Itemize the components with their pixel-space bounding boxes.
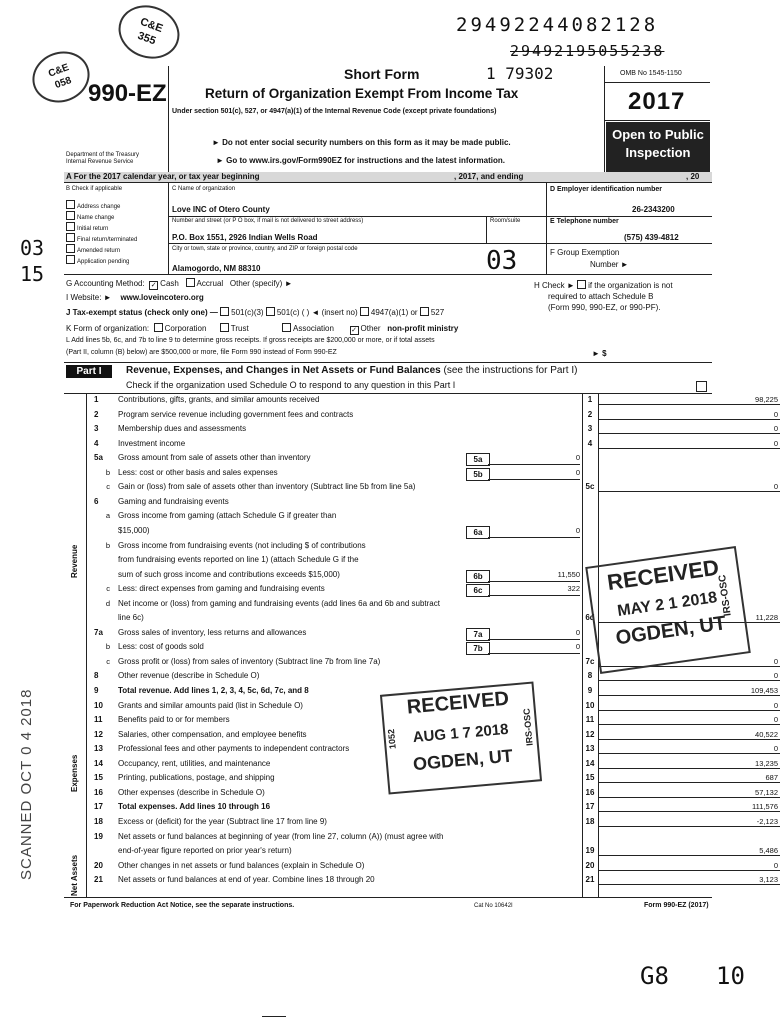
website-label: I Website: ► (66, 293, 112, 302)
sub-line-box: 6a (466, 526, 490, 539)
line-i (66, 293, 204, 302)
line-number: 17 (94, 802, 103, 812)
org-name: Love INC of Otero County (172, 205, 270, 214)
line-number: 3 (94, 424, 99, 434)
line-box-number: 10 (585, 700, 595, 710)
corporation-label: Corporation (164, 324, 207, 333)
b-checkbox[interactable] (66, 222, 75, 231)
line-description: $15,000) (118, 525, 150, 535)
b-checkbox[interactable] (66, 200, 75, 209)
schedule-o-checkbox[interactable] (696, 381, 707, 392)
b-check-item (66, 255, 166, 266)
line-description: Salaries, other compensation, and employee benefits (118, 729, 307, 739)
ein-value: 26-2343200 (632, 205, 675, 214)
line-number: 21 (94, 875, 103, 885)
part1-check-text: Check if the organization used Schedule O to respond to any question in this Part I (126, 380, 456, 390)
dept-treasury: Department of the Treasury (66, 152, 140, 158)
line-description: Grants and similar amounts paid (list in Schedule O) (118, 700, 303, 710)
goto-instructions: ► Go to www.irs.gov/Form990EZ for instructions and the latest information. (216, 156, 505, 165)
line-box-number: 3 (587, 424, 593, 434)
line-amount[interactable]: 11,228 (598, 613, 780, 623)
received-stamp-aug-date: AUG 1 7 2018 (412, 720, 510, 747)
handwritten-number: 1 79302 (486, 64, 554, 83)
part1-line-row (70, 860, 778, 873)
received-stamp-may (585, 546, 751, 674)
line-description: Excess or (deficit) for the year (Subtract line 17 from line 9) (118, 816, 327, 826)
trust-label: Trust (230, 324, 249, 333)
line-h-label: H Check ► (534, 281, 575, 290)
sub-line-box: 5a (466, 453, 490, 466)
line-number: 12 (94, 729, 103, 739)
line-number: 5a (94, 453, 103, 463)
tax-year: 2017 (628, 88, 686, 115)
line-amount[interactable]: 0 (598, 744, 780, 754)
line-l-arrow: ► $ (592, 349, 607, 358)
line-description: Occupancy, rent, utilities, and maintenance (118, 758, 271, 768)
line-description: Gross income from gaming (attach Schedule G if greater than (118, 511, 337, 521)
line-amount[interactable]: 5,486 (598, 846, 780, 856)
line-description: Contributions, gifts, grants, and similar amounts received (118, 395, 320, 404)
sub-line-amount[interactable]: 0 (488, 453, 580, 465)
expenses-section-label: Expenses (70, 754, 79, 792)
city-label: City or town, state or province, country, and ZIP or foreign postal code (172, 246, 358, 252)
bottom-dash (262, 1016, 286, 1017)
sub-line-box: 5b (466, 468, 490, 481)
part1-title-tail: (see the instructions for Part I) (443, 365, 578, 376)
line-k (66, 323, 458, 335)
line-box-number: 18 (585, 816, 595, 826)
received-stamp-aug-title: RECEIVED (406, 687, 510, 719)
b-check-item (66, 233, 166, 244)
line-number: 6 (94, 496, 99, 506)
line-number: 14 (94, 758, 103, 768)
other-method-label: Other (specify) ► (229, 279, 293, 288)
line-number: 11 (94, 715, 103, 725)
association-checkbox[interactable] (282, 323, 291, 332)
line-number: 13 (94, 744, 103, 754)
part1-line-row (70, 816, 778, 829)
line-amount[interactable]: 0 (598, 671, 780, 681)
handwritten-margin-15: 15 (20, 262, 45, 286)
handwritten-03-center: 03 (486, 246, 518, 276)
b-checkbox[interactable] (66, 255, 75, 264)
footer-paperwork: For Paperwork Reduction Act Notice, see the separate instructions. (70, 902, 295, 909)
b-check-item (66, 200, 166, 211)
line-box-number: 6d (585, 613, 595, 623)
part1-line-row (70, 453, 710, 465)
form-subtitle: Under section 501(c), 527, or 4947(a)(1) of the Internal Revenue Code (except private foundations) (172, 108, 497, 115)
inspection-label: Inspection (625, 145, 691, 160)
line-amount[interactable]: 0 (598, 861, 780, 871)
corner-stamp-2: C&E 058 (25, 44, 97, 111)
dln-struck-number: 29492195055238 (510, 42, 665, 60)
line-amount[interactable]: 0 (598, 410, 780, 420)
line-number: 18 (94, 816, 103, 826)
line-amount[interactable]: 0 (598, 439, 780, 449)
line-description: Net assets or fund balances at beginning of year (from line 27, column (A)) (must agree with (118, 831, 444, 841)
line-h-text2: if the organization is not (588, 281, 673, 290)
b-check-item (66, 211, 166, 222)
corner-stamp: C&E 355 (111, 0, 187, 67)
line-description: Gain or (loss) from sale of assets other than inventory (Subtract line 5b from line 5a) (118, 482, 416, 492)
line-description: Less: direct expenses from gaming and fundraising events (118, 584, 325, 594)
line-amount[interactable]: 98,225 (598, 395, 780, 405)
revenue-section-label: Revenue (70, 544, 79, 578)
line-number: 15 (94, 773, 103, 783)
line-e-label: E Telephone number (550, 218, 619, 225)
line-description: Benefits paid to or for members (118, 715, 230, 725)
line-j-label: J Tax-exempt status (check only one) — (66, 308, 218, 317)
other-org-label: Other (360, 324, 381, 333)
part1-line-row (70, 511, 710, 523)
line-g-label: G Accounting Method: (66, 279, 145, 288)
received-stamp-may-city: OGDEN, UT (614, 612, 728, 650)
status-527-label: 527 (430, 308, 445, 317)
line-a-label: A For the 2017 calendar year, or tax year beginning (66, 172, 260, 181)
received-stamp-aug (380, 681, 542, 794)
line-number: 20 (94, 860, 103, 870)
line-number: a (105, 511, 110, 521)
part1-line-row (70, 526, 710, 538)
website-value: www.loveincotero.org (120, 293, 204, 302)
line-amount[interactable]: 687 (598, 773, 780, 783)
part1-line-row (70, 468, 710, 480)
line-description: Total revenue. Add lines 1, 2, 3, 4, 5c, 6d, 7c, and 8 (118, 686, 309, 695)
line-description: line 6c) (118, 613, 144, 623)
received-stamp-aug-code: 1052 (385, 728, 398, 750)
line-number: 16 (94, 787, 103, 797)
received-stamp-may-title: RECEIVED (605, 554, 721, 596)
sub-line-amount[interactable]: 322 (488, 584, 580, 596)
line-number: d (105, 598, 110, 608)
line-box-number: 16 (585, 787, 595, 797)
other-org-checkbox[interactable]: ✓ (351, 327, 357, 334)
part1-line-row (70, 395, 778, 407)
line-amount[interactable]: 111,576 (598, 802, 780, 812)
line-description: Investment income (118, 438, 186, 448)
b-checkbox[interactable] (66, 233, 75, 242)
part1-line-row (70, 482, 778, 494)
line-description: Program service revenue including government fees and contracts (118, 409, 354, 419)
line-number: 10 (94, 700, 103, 710)
line-number: c (106, 482, 110, 492)
line-number: 9 (94, 686, 99, 695)
cash-label: Cash (160, 279, 179, 288)
line-description: Gross income from fundraising events (not including $ of contributions (118, 540, 366, 550)
part1-line-row (70, 497, 710, 509)
line-box-number: 21 (585, 875, 595, 885)
line-amount[interactable]: 0 (598, 482, 780, 492)
street-address: P.O. Box 1551, 2926 Indian Wells Road (172, 233, 318, 242)
line-h-text4: (Form 990, 990-EZ, or 990-PF). (548, 303, 661, 312)
line-b-label: B Check if applicable (66, 186, 123, 192)
sub-line-amount[interactable]: 11,550 (488, 570, 580, 582)
part1-line-row (70, 409, 778, 422)
sub-line-box: 7a (466, 628, 490, 641)
status-527-checkbox[interactable] (420, 307, 429, 316)
accrual-checkbox[interactable] (186, 278, 195, 287)
omb-number: OMB No 1545-1150 (620, 70, 682, 77)
line-number: 8 (94, 671, 99, 681)
line-number: 1 (94, 395, 99, 404)
part1-title (126, 365, 577, 376)
part1-line-row (70, 671, 778, 683)
short-form-label: Short Form (344, 66, 420, 82)
status-4947-checkbox[interactable] (360, 307, 369, 316)
line-amount[interactable]: 0 (598, 701, 780, 711)
b-check-label: Address change (77, 204, 121, 210)
part1-line-row (70, 832, 710, 844)
line-box-number: 7c (585, 656, 595, 666)
line-description: Total expenses. Add lines 10 through 16 (118, 802, 271, 812)
line-box-number: 8 (587, 671, 593, 681)
line-box-number: 11 (585, 715, 595, 725)
footer-cat: Cat No 10642I (474, 903, 513, 909)
line-box-number: 9 (587, 686, 593, 695)
line-a-mid: , 2017, and ending (454, 172, 524, 181)
line-description: sum of such gross income and contributions exceeds $15,000) (118, 569, 340, 579)
received-stamp-aug-city: OGDEN, UT (412, 745, 514, 775)
b-check-item (66, 244, 166, 255)
line-description: Other changes in net assets or fund balances (explain in Schedule O) (118, 860, 365, 870)
line-description: Other revenue (describe in Schedule O) (118, 671, 260, 681)
line-number: b (105, 540, 110, 550)
status-4947-label: 4947(a)(1) or (370, 308, 418, 317)
form-number: 990-EZ (88, 80, 167, 107)
sub-line-box: 6c (466, 584, 490, 597)
line-description: Membership dues and assessments (118, 424, 247, 434)
line-k-label: K Form of organization: (66, 324, 150, 333)
part1-title-text: Revenue, Expenses, and Changes in Net Assets or Fund Balances (126, 365, 441, 376)
part1-line-row (70, 875, 778, 887)
line-description: Gross profit or (loss) from sales of inventory (Subtract line 7b from line 7a) (118, 656, 381, 666)
line-amount[interactable]: 0 (598, 657, 780, 667)
line-amount[interactable]: 40,522 (598, 730, 780, 740)
line-amount[interactable]: 13,235 (598, 759, 780, 769)
line-c-label: C Name of organization (172, 186, 236, 192)
line-l-text1: L Add lines 5b, 6c, and 7b to line 9 to determine gross receipts. If gross receipts are $200,000 or more, or if total assets (66, 337, 435, 344)
handwritten-bottom-right: 10 (716, 962, 745, 990)
line-description: Printing, publications, postage, and shipping (118, 773, 275, 783)
line-description: Professional fees and other payments to independent contractors (118, 744, 350, 754)
received-stamp-may-date: MAY 2 1 2018 (616, 589, 719, 620)
line-j (66, 307, 444, 317)
sub-line-box: 6b (466, 570, 490, 583)
association-label: Association (293, 324, 334, 333)
b-check-label: Application pending (77, 259, 130, 265)
line-description: Gaming and fundraising events (118, 496, 229, 506)
line-number: b (105, 642, 110, 652)
line-description: Less: cost or other basis and sales expenses (118, 467, 278, 477)
line-f-number: Number ► (590, 260, 629, 269)
line-a-end: , 20 (686, 172, 700, 181)
line-box-number: 5c (585, 482, 595, 492)
open-public-label: Open to Public (612, 127, 704, 142)
line-amount[interactable]: 57,132 (598, 788, 780, 798)
net-assets-section-label: Net Assets (70, 854, 79, 896)
line-box-number: 1 (587, 395, 593, 404)
line-number: 4 (94, 438, 99, 448)
line-amount[interactable]: 3,123 (598, 875, 780, 885)
part1-line-row (70, 802, 778, 814)
status-501c-checkbox[interactable] (266, 307, 275, 316)
b-checkbox[interactable] (66, 211, 75, 220)
part1-line-row (70, 424, 778, 436)
received-stamp-aug-side: IRS-OSC (521, 707, 536, 747)
part1-line-row (70, 846, 778, 858)
b-check-label: Final return/terminated (77, 237, 138, 243)
handwritten-bottom-left: G8 (640, 962, 669, 990)
line-number: 7a (94, 627, 103, 637)
line-box-number: 14 (585, 758, 595, 768)
line-description: Net assets or fund balances at end of year. Combine lines 18 through 20 (118, 875, 375, 885)
sub-line-amount[interactable]: 0 (488, 526, 580, 538)
line-number: b (105, 467, 110, 477)
line-d-label: D Employer identification number (550, 186, 663, 193)
b-checkbox[interactable] (66, 244, 75, 253)
city-state-zip: Alamogordo, NM 88310 (172, 264, 261, 273)
line-description: Other expenses (describe in Schedule O) (118, 787, 265, 797)
line-box-number: 15 (585, 773, 595, 783)
line-box-number: 2 (587, 409, 593, 419)
line-description: from fundraising events reported on line 1) (attach Schedule G if the (118, 555, 359, 565)
form-title: Return of Organization Exempt From Income Tax (205, 86, 519, 101)
line-amount[interactable]: 109,453 (598, 686, 780, 696)
line-description: Less: cost of goods sold (118, 642, 204, 652)
scanned-stamp: SCANNED OCT 0 4 2018 (18, 688, 35, 880)
line-description: end-of-year figure reported on prior year's return) (118, 846, 292, 856)
line-amount[interactable]: 0 (598, 424, 780, 434)
open-public-box (606, 122, 710, 172)
b-check-label: Initial return (77, 226, 109, 232)
line-number: c (106, 656, 110, 666)
dln-number: 29492244082128 (456, 14, 659, 36)
street-label: Number and street (or P O box, if mail is not delivered to street address) (172, 218, 364, 224)
handwritten-margin-03: 03 (20, 236, 45, 260)
line-h (534, 280, 673, 313)
sub-line-box: 7b (466, 642, 490, 655)
line-h-text3: required to attach Schedule B (548, 292, 654, 301)
line-number: 19 (94, 831, 103, 841)
cash-checkbox[interactable]: ✓ (150, 282, 157, 289)
ssn-notice: ► Do not enter social security numbers on this form as it may be made public. (212, 138, 511, 147)
sub-line-amount[interactable]: 0 (488, 468, 580, 480)
line-number: c (106, 584, 110, 594)
sub-line-amount[interactable]: 0 (488, 642, 580, 654)
line-b-checklist (66, 200, 166, 266)
part1-line-row (70, 541, 710, 553)
line-g (66, 278, 293, 290)
line-box-number: 19 (585, 846, 595, 856)
phone-value: (575) 439-4812 (624, 233, 679, 242)
status-insert-label: ) ◄ (insert no) (306, 308, 358, 317)
line-description: Net income or (loss) from gaming and fundraising events (add lines 6a and 6b and subtract (118, 598, 440, 608)
line-l-text2: (Part II, column (B) below) are $500,000 or more, file Form 990 instead of Form 990-EZ (66, 349, 337, 356)
line-box-number: 20 (585, 860, 595, 870)
line-description: Gross sales of inventory, less returns and allowances (118, 627, 307, 637)
b-check-label: Name change (77, 215, 115, 221)
line-description: Gross amount from sale of assets other than inventory (118, 453, 311, 463)
room-suite-label: Room/suite (490, 218, 521, 224)
status-501c-label: 501(c) ( (276, 308, 305, 317)
b-check-item (66, 222, 166, 233)
received-stamp-may-side: IRS-OSC (717, 573, 735, 617)
part1-line-row (70, 438, 778, 451)
part1-tag: Part I (66, 365, 112, 378)
corporation-checkbox[interactable] (154, 323, 163, 332)
trust-checkbox[interactable] (220, 323, 229, 332)
line-box-number: 4 (587, 438, 593, 448)
footer-form: Form 990-EZ (2017) (644, 902, 709, 909)
line-box-number: 13 (585, 744, 595, 754)
line-amount[interactable]: -2,123 (598, 817, 780, 827)
other-org-value: non-profit ministry (387, 324, 459, 333)
schedule-b-checkbox[interactable] (577, 280, 586, 289)
line-amount[interactable]: 0 (598, 715, 780, 725)
status-501c3-checkbox[interactable] (220, 307, 229, 316)
line-f-label: F Group Exemption (550, 248, 620, 257)
line-number: 2 (94, 409, 99, 419)
accrual-label: Accrual (196, 279, 224, 288)
sub-line-amount[interactable]: 0 (488, 628, 580, 640)
b-check-label: Amended return (77, 248, 121, 254)
line-box-number: 17 (585, 802, 595, 812)
irs-label: Internal Revenue Service (66, 159, 134, 165)
line-box-number: 12 (585, 729, 595, 739)
status-501c3-label: 501(c)(3) (231, 308, 264, 317)
